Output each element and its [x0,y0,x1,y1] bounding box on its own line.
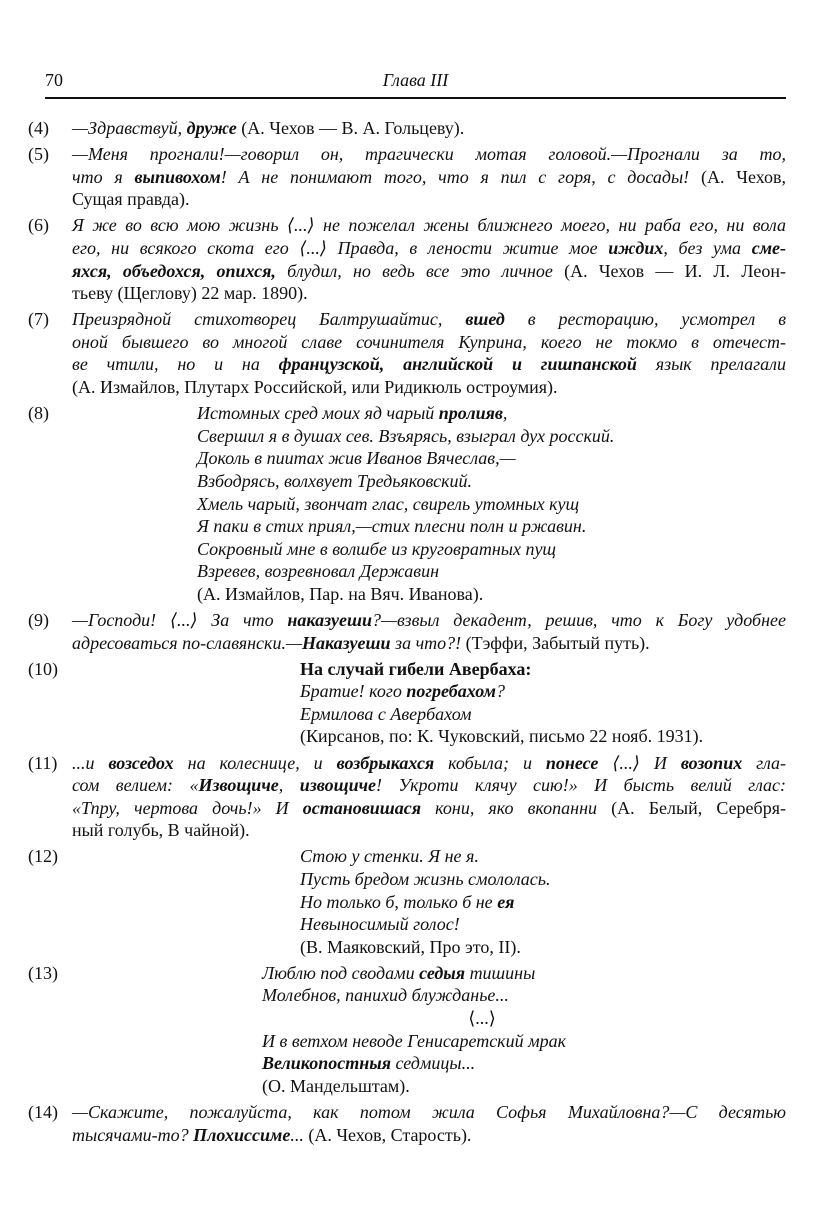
citation-text: (А. Белый, Серебря- [611,797,786,818]
verse-line [72,703,786,726]
quote-text: Хмель чарый, звончат глас, свирель утомных кущ [197,493,580,514]
quote-text: ! А не понимают того, что я пил с горя, с досады! [220,166,701,187]
quote-text: кобыла; и [434,752,546,773]
quote-text: ...и [72,752,109,773]
quote-text: оной бывшего во многой славе сочинителя Куприна, коего не токмо в отечест- [72,331,786,352]
prose-line [72,632,786,655]
quote-text: Сокровный мне в волшбе из круговратных пущ [197,538,557,559]
quote-text: Молебнов, панихид блужданье... [262,985,509,1006]
verse-line [72,725,786,748]
verse-line [72,891,786,914]
emphasized-word: возопих [680,752,743,773]
prose-line [72,1101,786,1124]
citation-text: (О. Мандельштам). [262,1075,410,1096]
quote-text: Я же во всю мою жизнь ⟨...⟩ не пожелал жены ближнего моего, ни раба его, ни вола [72,215,786,236]
quote-text: И в ветхом неводе Генисаретский мрак [262,1030,567,1051]
quote-text: Доколь в пиитах жив Иванов Вячеслав,— [197,448,516,469]
citation-text: (А. Измайлов, Пар. на Вяч. Иванова). [197,583,484,604]
quote-text: кони, яко вкопанни [421,797,612,818]
citation-text: (А. Чехов — И. Л. Леон- [564,260,787,281]
quote-text: Преизрядной стихотворец Балтрушайтис, [72,309,466,330]
quote-text: , [502,403,508,424]
example-item [28,214,786,304]
emphasized-word: Извощиче [198,775,279,796]
emphasized-word: возседох [108,752,174,773]
emphasized-word: вшед [465,309,505,330]
verse-line [72,583,786,606]
prose-line [72,609,786,632]
verse-line [72,402,786,425]
example-number: (5) [28,144,49,165]
verse-line [72,984,786,1007]
quote-text: блудил, но ведь все это личное [275,260,565,281]
verse-line [72,515,786,538]
emphasized-word: иждих [608,237,664,258]
quote-text: Пусть бредом жизнь смололась. [300,869,551,889]
citation-text: тьеву (Щеглову) 22 мар. 1890). [72,283,308,304]
prose-line [72,166,786,189]
verse-line [72,1075,786,1098]
quote-text: —Здравствуй, [72,118,187,138]
example-number: (8) [28,403,49,424]
emphasized-word: наказуеши [287,609,372,630]
verse-line [72,680,786,703]
quote-text: ⟨...⟩ [468,1008,496,1029]
emphasized-word: извощиче [299,775,377,796]
page-number: 70 [45,70,63,90]
verse-line [72,425,786,448]
prose-line [72,188,786,211]
prose-line [72,260,786,283]
citation-text: Сущая правда). [72,189,190,210]
example-item [28,117,786,140]
verse-line [72,447,786,470]
prose-line [72,1124,786,1147]
quote-text: Братие! кого [300,681,407,702]
quote-text: тишины [465,962,536,983]
emphasized-word: остановишася [302,797,422,818]
verse-line [72,470,786,493]
quote-text: Я паки в стих приял,—стих плесни полн и ржавин. [197,516,587,537]
example-number: (12) [28,846,58,867]
citation-text: (Тэффи, Забытый путь). [465,632,650,653]
emphasized-word: возбрыкахся [336,752,435,773]
quote-text: Взбодрясь, волхвует Тредьяковский. [197,470,473,491]
example-item [28,308,786,398]
emphasized-word: Великопостныя [262,1053,391,1074]
emphasized-word: Плохиссиме [193,1124,291,1145]
quote-text: адресоваться по-славянски.— [72,632,302,653]
prose-line [72,282,786,305]
example-number: (13) [28,962,58,983]
example-number: (10) [28,658,58,679]
chapter-title: Глава III [382,70,449,90]
verse-line [72,962,786,985]
emphasized-word: седыя [419,962,466,983]
quote-text: язык прелагали [636,354,786,375]
example-number: (14) [28,1101,58,1122]
page-body [28,117,786,1150]
quote-text: , без ума [663,237,752,258]
quote-text: Стою у стенки. Я не я. [300,846,479,867]
quote-text: сом велием: « [72,775,199,796]
quote-text: Истомных сред моих яд чарый [197,403,439,424]
quote-text: «Тпру, чертова дочь!» И [72,797,303,818]
emphasized-word: французской, английской и гишпанской [278,354,637,375]
quote-text: Но только б, только б не [300,891,498,912]
citation-text: ный голубь, В чайной). [72,820,250,841]
verse-line [72,1052,786,1075]
citation-text: (Кирсанов, по: К. Чуковский, письмо 22 нояб. 1931). [300,726,704,747]
quote-text: ... [290,1124,309,1145]
quote-text: седмицы... [391,1053,476,1074]
quote-text: ⟨...⟩ И [598,752,681,773]
citation-text: (В. Маяковский, Про это, II). [300,936,521,957]
prose-line [72,752,786,775]
verse-line [72,868,786,891]
prose-line [72,797,786,820]
prose-line [72,214,786,237]
quote-text: на колеснице, и [173,752,337,773]
prose-line [72,376,786,399]
quote-text: Свершил я в душах сев. Взъярясь, взыграл дух росский. [197,425,615,446]
quote-text: ? [495,681,505,702]
quote-text: ?—взвыл декадент, решив, что к Богу удобнее [371,609,786,630]
example-item [28,752,786,842]
emphasized-word: сме- [751,237,787,258]
emphasized-word: Наказуеши [301,632,391,653]
prose-line [72,774,786,797]
quote-text: Невыносимый голос! [300,914,460,935]
quote-text: —Меня прогнали!—говорил он, трагически мотая головой.—Прогнали за то, [72,144,786,165]
prose-line [72,237,786,260]
verse-line [72,538,786,561]
emphasized-word: яхся, объедохся, опихся, [72,260,276,281]
verse-line [72,936,786,959]
example-item [28,609,786,654]
quote-text: за что?! [390,632,466,653]
example-number: (9) [28,609,49,630]
verse-line [72,845,786,868]
heading-text: На случай гибели Авербаха: [300,658,532,679]
example-item [28,1101,786,1146]
example-item [28,962,786,1098]
prose-line [72,143,786,166]
example-item [28,658,786,748]
citation-text: (А. Измайлов, Плутарх Российской, или Ридикюль остроумия). [72,377,558,398]
emphasized-word: погребахом [406,681,496,702]
prose-line [72,308,786,331]
quote-text: —Скажите, пожалуйста, как потом жила Софья Михайловна?—С десятью [72,1101,786,1122]
quote-text: ве чтили, но и на [72,354,279,375]
verse-line [72,913,786,936]
prose-line [72,117,786,140]
quote-text: —Господи! ⟨...⟩ За что [72,609,288,630]
example-number: (11) [28,752,58,773]
quote-text: его, ни всякого скота его ⟨...⟩ Правда, в лености житие мое [72,237,609,258]
verse-line [72,658,786,681]
citation-text: (А. Чехов, [700,166,787,187]
citation-text: (А. Чехов, Старость). [308,1124,472,1145]
prose-line [72,353,786,376]
quote-text: Ермилова с Авербахом [300,703,472,724]
example-number: (6) [28,215,49,236]
verse-line [72,560,786,583]
example-number: (4) [28,118,49,138]
emphasized-word: пролияв [438,403,503,424]
verse-line [262,1007,702,1030]
emphasized-word: друже [186,118,237,138]
example-item [28,143,786,211]
quote-text: Люблю под сводами [262,962,420,983]
verse-line [72,1030,786,1053]
quote-text: в ресторацию, усмотрел в [504,309,787,330]
example-number: (7) [28,309,49,330]
prose-line [72,819,786,842]
citation-text: (А. Чехов — В. А. Гольцеву). [236,118,465,138]
quote-text: , [278,775,300,796]
quote-text: что я [72,166,135,187]
verse-line [72,493,786,516]
quote-text: тысячами-то? [72,1124,194,1145]
quote-text: гла- [742,752,787,773]
prose-line [72,331,786,354]
example-item [28,402,786,605]
quote-text: ! Укроти клячу сию!» И бысть велий глас: [376,775,786,796]
example-item [28,845,786,958]
emphasized-word: ея [497,891,515,912]
emphasized-word: выпивохом [134,166,221,187]
emphasized-word: понесе [545,752,599,773]
running-header [45,70,786,99]
quote-text: Взревев, возревновал Державин [197,561,439,582]
